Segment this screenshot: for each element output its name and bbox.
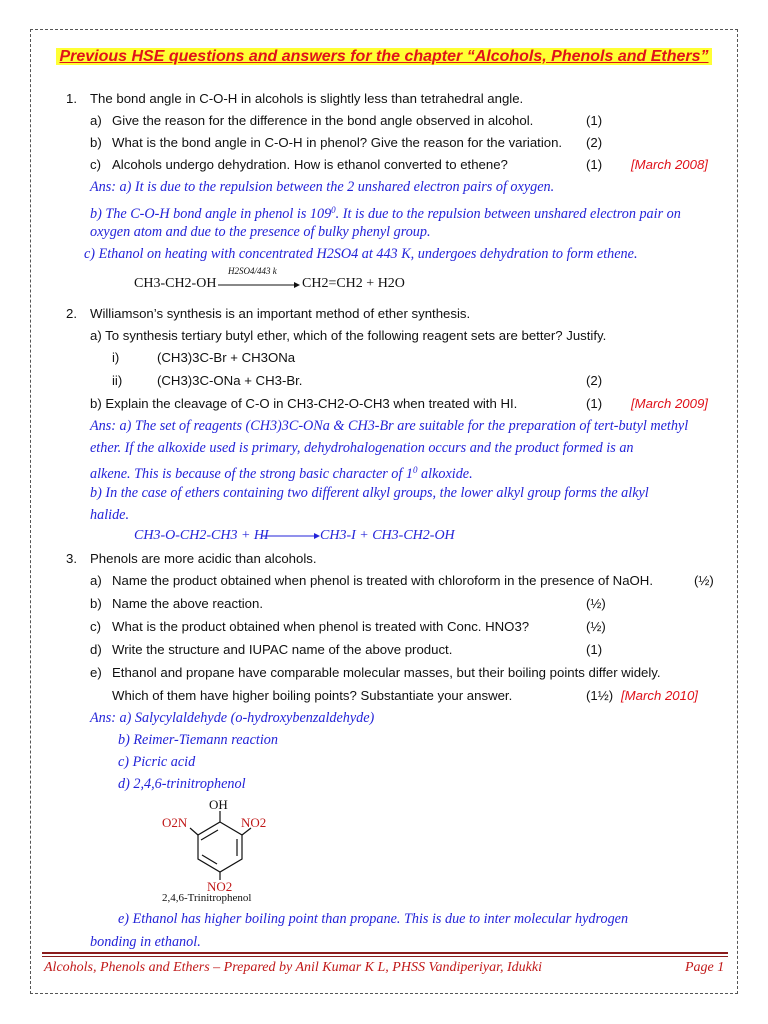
q2-equation-right: CH3-I + CH3-CH2-OH (320, 528, 455, 543)
reaction-arrow-icon (218, 280, 300, 290)
q3e-label: e) (90, 665, 102, 680)
footer-text: Alcohols, Phenols and Ethers – Prepared by Anil Kumar K L, PHSS Vandiperiyar, Idukki (44, 960, 542, 975)
q1b-marks: (2) (586, 135, 603, 150)
q2-stem: Williamson’s synthesis is an important method of ether synthesis. (90, 306, 471, 321)
q2a-text: a) To synthesis tertiary butyl ether, which of the following reagent sets are better? Justify. (90, 328, 607, 343)
q3-answer-e1: e) Ethanol has higher boiling point than propane. This is due to inter molecular hydrogen (118, 911, 629, 927)
q2-ii-marks: (2) (586, 373, 603, 388)
q3e-text-cont: Which of them have higher boiling points? Substantiate your answer. (112, 688, 513, 703)
q2-number: 2. (66, 306, 77, 321)
q1a-label: a) (90, 113, 102, 128)
q1b-label: b) (90, 135, 102, 150)
q1-equation-right: CH2=CH2 + H2O (302, 276, 405, 291)
q2-equation-left: CH3-O-CH2-CH3 + HI (134, 528, 269, 543)
q2-answer-a2: ether. If the alkoxide used is primary, dehydrohalogenation occurs and the product formed is an (90, 440, 634, 456)
q3d-marks: (1) (586, 642, 603, 657)
q3-answer-a: Ans: a) Salycylaldehyde (o-hydroxybenzaldehyde) (90, 710, 375, 726)
footer-rule-top (42, 952, 728, 954)
q3c-text: What is the product obtained when phenol is treated with Conc. HNO3? (112, 619, 530, 634)
q1c-label: c) (90, 157, 101, 172)
q1c-text: Alcohols undergo dehydration. How is ethanol converted to ethene? (112, 157, 508, 172)
q3c-label: c) (90, 619, 101, 634)
q2b-marks: (1) (586, 396, 603, 411)
q2-answer-a3: alkene. This is because of the strong basic character of $1^0$ alkoxide. (90, 465, 473, 482)
q3b-marks: (½) (586, 596, 606, 611)
q1-answer-c: c) Ethanol on heating with concentrated H2SO4 at 443 K, undergoes dehydration to form ethene. (84, 246, 638, 262)
q1b-text: What is the bond angle in C-O-H in phenol? Give the reason for the variation. (112, 135, 563, 150)
q3-date: [March 2010] (621, 688, 698, 703)
q2b-text: b) Explain the cleavage of C-O in CH3-CH2-O-CH3 when treated with HI. (90, 396, 518, 411)
q3e-marks: (1½) (586, 688, 614, 703)
q3-answer-d: d) 2,4,6-trinitrophenol (118, 776, 246, 792)
q1a-text: Give the reason for the difference in the bond angle observed in alcohol. (112, 113, 534, 128)
q2-i-label: i) (112, 350, 120, 365)
q2-answer-a1: Ans: a) The set of reagents (CH3)3C-ONa & CH3-Br are suitable for the preparation of tert-butyl methyl (90, 418, 689, 434)
q1-answer-b2: oxygen atom and due to the presence of bulky phenyl group. (90, 224, 431, 240)
q3-number: 3. (66, 551, 77, 566)
q1-answer-a: Ans: a) It is due to the repulsion between the 2 unshared electron pairs of oxygen. (90, 179, 555, 195)
q1-date: [March 2008] (631, 157, 708, 172)
page-title: Previous HSE questions and answers for the chapter “Alcohols, Phenols and Ethers” (0, 48, 768, 66)
q3a-text: Name the product obtained when phenol is treated with chloroform in the presence of NaOH. (112, 573, 653, 588)
footer-rule-bottom (42, 956, 728, 957)
structure-bottom-no2-label: NO2 (207, 879, 233, 894)
q1-stem: The bond angle in C-O-H in alcohols is slightly less than tetrahedral angle. (90, 91, 524, 106)
q3d-text: Write the structure and IUPAC name of the above product. (112, 642, 453, 657)
structure-left-no2-label: O2N (162, 815, 188, 830)
q1c-marks: (1) (586, 157, 603, 172)
page-number: Page 1 (685, 960, 725, 975)
q3-answer-e2: bonding in ethanol. (90, 934, 201, 950)
q2-date: [March 2009] (631, 396, 708, 411)
page-border (30, 29, 738, 994)
q3-stem: Phenols are more acidic than alcohols. (90, 551, 317, 566)
reaction-arrow-icon (262, 531, 320, 541)
q2-answer-b1: b) In the case of ethers containing two different alkyl groups, the lower alkyl group forms the alkyl (90, 485, 649, 501)
q2-ii-label: ii) (112, 373, 123, 388)
q1-number: 1. (66, 91, 77, 106)
q3a-label: a) (90, 573, 102, 588)
q3c-marks: (½) (586, 619, 606, 634)
q2-i-text: (CH3)3C-Br + CH3ONa (157, 350, 296, 365)
q1-equation-condition: H2SO4/443 k (228, 266, 277, 276)
q3a-marks: (½) (694, 573, 714, 588)
q2-ii-text: (CH3)3C-ONa + CH3-Br. (157, 373, 303, 388)
q3-answer-b: b) Reimer-Tiemann reaction (118, 732, 278, 748)
q3b-text: Name the above reaction. (112, 596, 264, 611)
q3d-label: d) (90, 642, 102, 657)
structure-right-no2-label: NO2 (241, 815, 267, 830)
q2-answer-b2: halide. (90, 507, 130, 523)
q3b-label: b) (90, 596, 102, 611)
q1-answer-b1: b) The C-O-H bond angle in phenol is $109^0$. It is due to the repulsion between unshared electron pair on (90, 205, 681, 222)
q3-answer-c: c) Picric acid (118, 754, 196, 770)
q1-equation-left: CH3-CH2-OH (134, 276, 217, 291)
q3e-text: Ethanol and propane have comparable molecular masses, but their boiling points differ widely. (112, 665, 661, 680)
structure-oh-label: OH (209, 797, 228, 812)
structure-caption: 2,4,6-Trinitrophenol (162, 892, 252, 904)
q1a-marks: (1) (586, 113, 603, 128)
